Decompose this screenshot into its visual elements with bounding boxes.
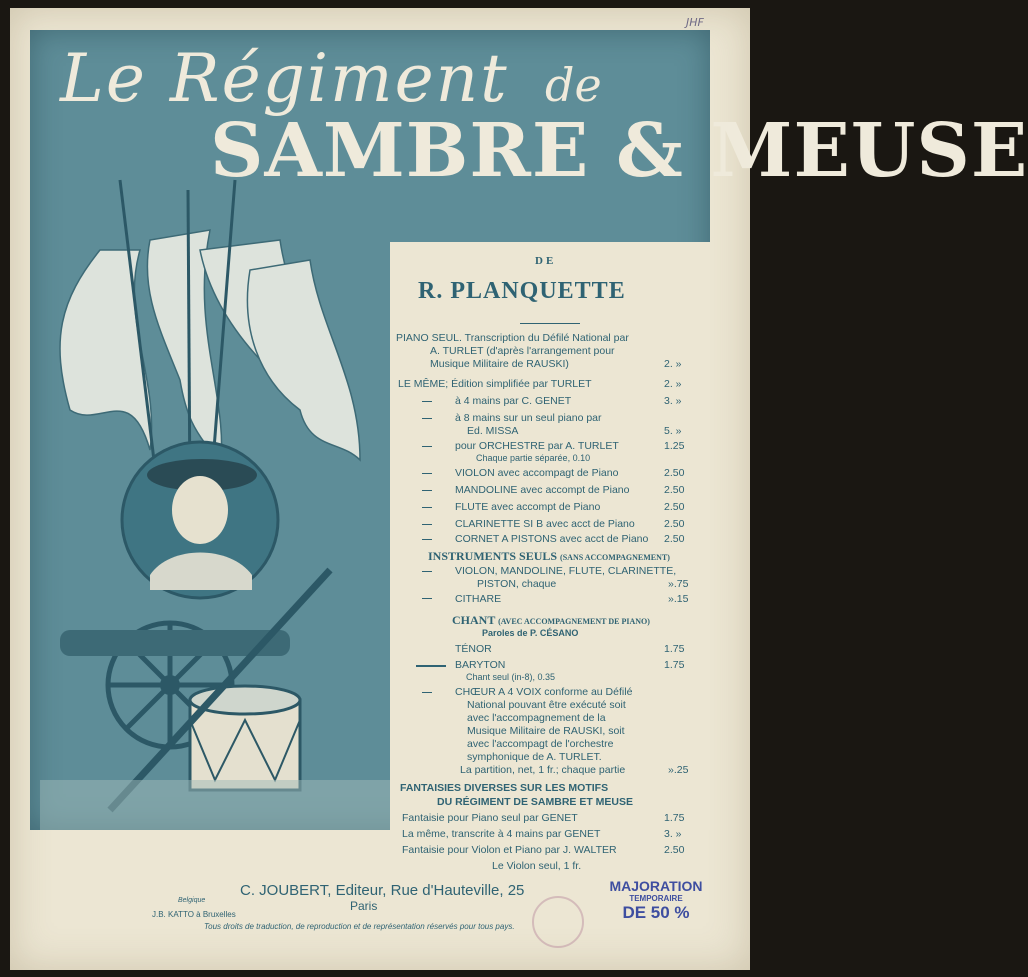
entry-label: à 4 mains par C. GENET bbox=[455, 395, 572, 407]
fantaisie-price: 3. » bbox=[664, 828, 682, 840]
chant-paroles: Paroles de P. CÉSANO bbox=[482, 628, 579, 638]
composer-de: DE bbox=[535, 255, 557, 267]
chant-heading: CHANT (AVEC ACCOMPAGNEMENT DE PIANO) bbox=[452, 613, 650, 627]
dash bbox=[422, 524, 432, 525]
entry-label: à 8 mains sur un seul piano par bbox=[455, 412, 602, 424]
entry-label: CLARINETTE SI B avec acct de Piano bbox=[455, 518, 635, 530]
piano-seul-line3: Musique Militaire de RAUSKI) bbox=[430, 358, 569, 370]
fantaisie-price: 2.50 bbox=[664, 844, 685, 856]
choeur-line: avec l'accompagt de l'orchestre bbox=[467, 738, 614, 750]
choeur-line: Musique Militaire de RAUSKI, soit bbox=[467, 725, 625, 737]
divider bbox=[520, 323, 580, 324]
dash bbox=[422, 692, 432, 693]
dash bbox=[416, 665, 446, 667]
title-de: de bbox=[545, 58, 602, 112]
entry-price: 3. » bbox=[664, 395, 682, 407]
baryton-label: BARYTON bbox=[455, 659, 506, 671]
price-increase-stamp: MAJORATION TEMPORAIRE DE 50 % bbox=[609, 878, 703, 922]
entry-label: pour ORCHESTRE par A. TURLET bbox=[455, 440, 619, 452]
instruments-line1: VIOLON, MANDOLINE, FLUTE, CLARINETTE, bbox=[455, 565, 677, 577]
instruments-line2: PISTON, chaque bbox=[477, 578, 557, 590]
dash bbox=[422, 418, 432, 419]
composer-name: R. PLANQUETTE bbox=[418, 278, 626, 304]
dash bbox=[422, 490, 432, 491]
choeur-line: symphonique de A. TURLET. bbox=[467, 751, 602, 763]
instruments-heading: INSTRUMENTS SEULS (SANS ACCOMPAGNEMENT) bbox=[428, 549, 670, 563]
choeur-price: ».25 bbox=[668, 764, 689, 776]
cithare-price: ».15 bbox=[668, 593, 689, 605]
tenor-label: TÉNOR bbox=[455, 643, 492, 655]
choeur-line: CHŒUR A 4 VOIX conforme au Défilé bbox=[455, 686, 633, 698]
katto: J.B. KATTO à Bruxelles bbox=[152, 910, 236, 919]
entry-label: MANDOLINE avec accompt de Piano bbox=[455, 484, 630, 496]
entry-label: VIOLON avec accompagt de Piano bbox=[455, 467, 619, 479]
baryton-price: 1.75 bbox=[664, 659, 685, 671]
publisher-city: Paris bbox=[350, 899, 378, 913]
rights-notice: Tous droits de traduction, de reproduction et de représentation réservés pour tous pays. bbox=[204, 922, 515, 931]
fantaisies-heading: DU RÉGIMENT DE SAMBRE ET MEUSE bbox=[437, 796, 634, 808]
entry-note: Chaque partie séparée, 0.10 bbox=[476, 453, 591, 463]
dash bbox=[422, 446, 432, 447]
entry-price: 1.25 bbox=[664, 440, 685, 452]
piano-seul-line2: A. TURLET (d'après l'arrangement pour bbox=[430, 345, 615, 357]
entry-price: 5. » bbox=[664, 425, 682, 437]
publisher: C. JOUBERT, Editeur, Rue d'Hauteville, 25 bbox=[240, 882, 525, 899]
entry-price: 2.50 bbox=[664, 467, 685, 479]
entry-label: FLUTE avec accompt de Piano bbox=[455, 501, 601, 513]
dash bbox=[422, 539, 432, 540]
entry-price: 2. » bbox=[664, 378, 682, 390]
fantaisie-line: Fantaisie pour Piano seul par GENET bbox=[402, 812, 578, 824]
fantaisie-line: Le Violon seul, 1 fr. bbox=[492, 860, 582, 872]
dash bbox=[422, 507, 432, 508]
entry-label: Ed. MISSA bbox=[467, 425, 519, 437]
flags-illustration bbox=[60, 230, 360, 470]
fantaisie-line: La même, transcrite à 4 mains par GENET bbox=[402, 828, 601, 840]
dash bbox=[422, 473, 432, 474]
piano-seul-price: 2. » bbox=[664, 358, 682, 370]
title-le-regiment: Le Régiment bbox=[60, 40, 509, 117]
entry-price: 2.50 bbox=[664, 501, 685, 513]
choeur-line: National pouvant être exécuté soit bbox=[467, 699, 626, 711]
fantaisie-price: 1.75 bbox=[664, 812, 685, 824]
library-stamp bbox=[532, 896, 584, 948]
chant-seul: Chant seul (in-8), 0.35 bbox=[466, 672, 556, 682]
choeur-line: La partition, net, 1 fr.; chaque partie bbox=[460, 764, 626, 776]
military-illustration bbox=[40, 180, 400, 830]
entry-price: 2.50 bbox=[664, 484, 685, 496]
dash bbox=[422, 571, 432, 572]
entry-label: CORNET A PISTONS avec acct de Piano bbox=[455, 533, 649, 545]
entry-label: LE MÊME; Édition simplifiée par TURLET bbox=[398, 378, 592, 390]
handwritten-note: JHF bbox=[686, 16, 704, 29]
fantaisie-line: Fantaisie pour Violon et Piano par J. WALTER bbox=[402, 844, 617, 856]
cithare-label: CITHARE bbox=[455, 593, 502, 605]
fantaisies-heading: FANTAISIES DIVERSES SUR LES MOTIFS bbox=[400, 782, 609, 794]
choeur-line: avec l'accompagnement de la bbox=[467, 712, 606, 724]
dash bbox=[422, 598, 432, 599]
dash bbox=[422, 401, 432, 402]
piano-seul-line1: PIANO SEUL. Transcription du Défilé National par bbox=[396, 332, 629, 344]
belgique: Belgique bbox=[178, 897, 206, 904]
entry-price: 2.50 bbox=[664, 533, 685, 545]
instruments-price: ».75 bbox=[668, 578, 689, 590]
entry-price: 2.50 bbox=[664, 518, 685, 530]
title-sambre-meuse: SAMBRE & MEUSE bbox=[210, 108, 1028, 194]
tenor-price: 1.75 bbox=[664, 643, 685, 655]
